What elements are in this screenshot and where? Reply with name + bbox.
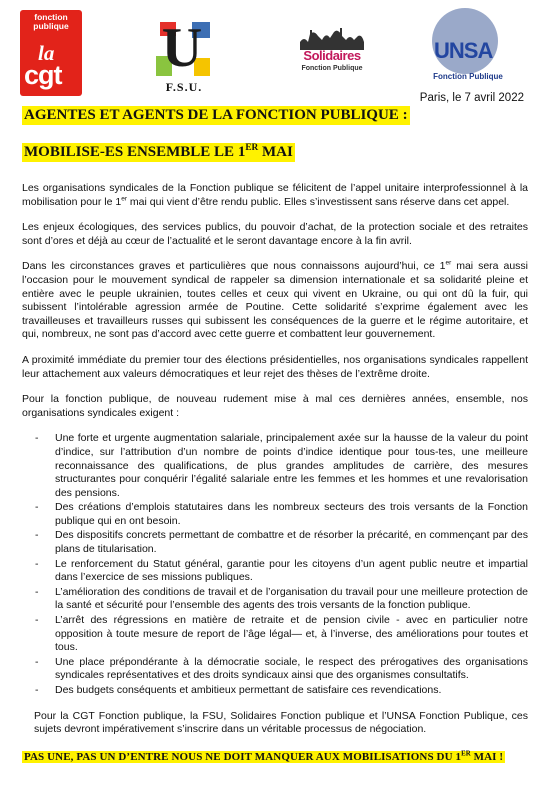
final-callout: PAS UNE, PAS UN D’ENTRE NOUS NE DOIT MANQUER AUX MOBILISATIONS DU 1ER MAI ! <box>24 750 504 763</box>
fsu-logo-letter: U <box>161 17 203 79</box>
paragraph-democratie: A proximité immédiate du premier tour des élections présidentielles, nos organisations syndicales rappellent leur attachement aux valeurs démocratiques et leur rejet des thèses de l’extrême droite. <box>22 353 528 380</box>
paragraph-solidarite: Dans les circonstances graves et particulières que nous connaissons aujourd’hui, ce 1er mai sera aussi l’occasion pour le mouvement syndical de rappeler sa dimension internationale et sa solidarité pleine et entière avec le peuple ukrainien, toutes celles et ceux qui vivent en Ukraine, ou qui ont dû la fuir, qui subissent l’intolérable agression armée de Poutine. Cette solidarité s’exprime également avec les travailleuses et travailleurs russes qui subissent les conséquences de la guerre et le régime autoritaire, et qui, nombreux, ne sont pas d’accord avec cette guerre et combattent leur gouvernement. <box>22 259 528 341</box>
paragraph-enjeux: Les enjeux écologiques, des services publics, du pouvoir d’achat, de la protection sociale et des retraites sont d’ores et déjà au cœur de l’actualité et le seront davantage encore à la fin avril. <box>22 221 528 247</box>
list-item: - Des budgets conséquents et ambitieux permettant de satisfaire ces revendications. <box>35 684 442 696</box>
paragraph-exigences: Pour la fonction publique, de nouveau rudement mise à mal ces dernières années, ensemble, nos organisations syndicales exigent : <box>22 393 528 419</box>
fsu-logo <box>152 17 216 96</box>
cgt-logo-name: cgt <box>24 60 62 90</box>
headline-secondary: MOBILISE-ES ENSEMBLE LE 1ER MAI <box>24 143 293 160</box>
paragraph-closing: Pour la CGT Fonction publique, la FSU, Solidaires Fonction publique et l’UNSA Fonction Publique, ces sujets devront impérativement s’inscrire dans un véritable processus de négociation. <box>34 709 528 736</box>
paragraph-appel: Les organisations syndicales de la Fonction publique se félicitent de l’appel unitaire interprofessionnel à la mobilisation pour le 1er mai qui vient d’être rendu public. Elles s’investissent sans réserve dans cet appel. <box>22 182 528 208</box>
unsa-logo-sub: Fonction Publique <box>433 72 503 81</box>
cgt-logo-script: la <box>38 41 55 65</box>
headline-primary: AGENTES ET AGENTS DE LA FONCTION PUBLIQUE : <box>24 107 408 123</box>
logo-bar <box>0 0 559 100</box>
document-body <box>22 104 528 765</box>
list-item: - L’arrêt des régressions en matière de retraite et de pension civile - avec en particulier notre opposition à toute mesure de report de l’âge légal— et, à l’inverse, des améliorations pour toutes et tous. <box>35 614 528 654</box>
unsa-logo <box>428 8 508 94</box>
unsa-logo-name: UNSA <box>434 38 493 63</box>
crowd-icon <box>296 28 368 50</box>
list-item: - Des créations d’emplois statutaires dans les nombreux secteurs des trois versants de la Fonction publique qui en ont besoin. <box>35 501 528 527</box>
solidaires-logo <box>292 28 372 82</box>
list-item: - Une forte et urgente augmentation salariale, principalement axée sur la hausse de la valeur du point d’indice, sur l’attribution d’un nombre de points d’indice identique pour tous-tes, une meilleure reconnaissance des qualifications, de plus grandes amplitudes de carrière, des mesures structurantes pour conquérir l’égalité salariale entre les femmes et les hommes et une revalorisation des pensions. <box>35 432 528 499</box>
cgt-logo <box>20 10 82 96</box>
list-item: - Une place prépondérante à la démocratie sociale, le respect des prérogatives des organisations syndicales représentatives et des droits syndicaux ainsi que des organismes consultatifs. <box>35 655 528 682</box>
list-item: - L’amélioration des conditions de travail et de l’organisation du travail pour une meilleure protection de la santé et sécurité pour l’ensemble des agents des trois versants de la fonction publique. <box>35 585 528 612</box>
cgt-logo-caption: fonction publique <box>33 12 69 31</box>
list-item: - Des dispositifs concrets permettant de combattre et de résorber la précarité, en commençant par des plans de titularisation. <box>35 529 528 556</box>
fsu-logo-name: F.S.U. <box>165 80 203 94</box>
solidaires-logo-name: Solidaires <box>303 48 361 63</box>
list-item: - Le renforcement du Statut général, garantie pour les citoyens d’un agent public neutre et impartial dans l’exercice de ses missions publiques. <box>35 557 528 584</box>
demands-list <box>22 432 528 697</box>
document-date: Paris, le 7 avril 2022 <box>419 92 524 104</box>
solidaires-logo-sub: Fonction Publique <box>301 65 363 72</box>
